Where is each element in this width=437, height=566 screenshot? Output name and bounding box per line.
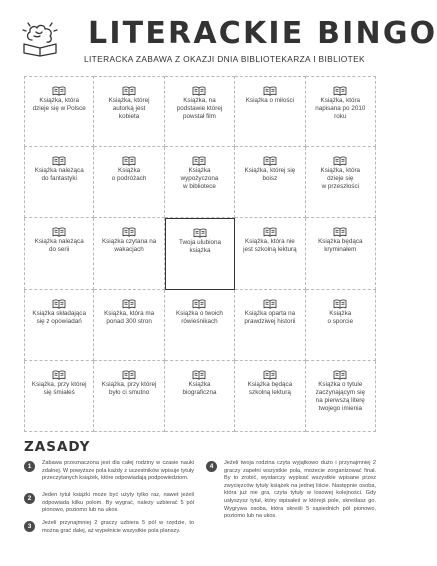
bingo-cell[interactable] <box>24 147 94 218</box>
bingo-cell[interactable] <box>306 218 376 289</box>
rule-number: 2 <box>24 493 35 504</box>
rule-item-1 <box>24 460 194 483</box>
open-book-icon <box>52 153 66 163</box>
bingo-cell[interactable] <box>165 361 235 432</box>
open-book-icon <box>122 296 136 306</box>
bingo-cell-label: Książka, na podstawie której powstał film <box>176 97 223 120</box>
open-book-icon <box>263 296 277 306</box>
bingo-cell-label: Książka będąca kryminałem <box>318 238 363 254</box>
open-book-icon <box>263 83 277 93</box>
open-book-icon <box>52 83 66 93</box>
rule-number: 3 <box>24 521 35 532</box>
rule-number: 1 <box>24 461 35 472</box>
bingo-cell[interactable] <box>165 76 235 147</box>
rule-text: Jeżeli przynajmniej 2 graczy uzbiera 5 pól w rzędzie, to można grać dalej, aż wypełnicie wszystkie pola planszy. <box>42 520 194 534</box>
rule-text: Jeden tytuł książki może być użyty tylko raz, nawet jeżeli odpowiada kilku polom. By wygrać, należy uzbierać 5 pól pionowo, poziomo lub na ukos. <box>42 492 194 514</box>
open-book-icon <box>193 225 207 235</box>
bingo-cell[interactable] <box>235 290 305 361</box>
bingo-cell[interactable] <box>94 147 164 218</box>
bingo-cell-label: Książka będąca szkolną lekturą <box>247 380 293 396</box>
bingo-cell-label: Książka, przy której się śmiałeś <box>31 380 87 396</box>
bingo-cell[interactable] <box>24 290 94 361</box>
open-book-icon <box>333 153 347 163</box>
rule-item-4 <box>206 460 376 521</box>
bingo-cell[interactable] <box>94 361 164 432</box>
bingo-cell[interactable] <box>94 290 164 361</box>
bingo-cell[interactable] <box>306 361 376 432</box>
open-book-icon <box>122 367 136 377</box>
bingo-cell-label: Książka o podróżach <box>111 167 147 183</box>
bingo-cell[interactable] <box>94 76 164 147</box>
bingo-cell-label: Książka oparta na prawdziwej historii <box>244 309 296 325</box>
bingo-cell[interactable] <box>24 361 94 432</box>
page-subtitle: LITERACKA ZABAWA Z OKAZJI DNIA BIBLIOTEKARZA I BIBLIOTEK <box>84 54 365 64</box>
bingo-cell[interactable] <box>24 76 94 147</box>
open-book-icon <box>192 153 206 163</box>
bingo-board <box>24 76 376 432</box>
bingo-cell-center[interactable] <box>165 218 235 289</box>
open-book-icon <box>122 224 136 234</box>
open-book-icon <box>333 83 347 93</box>
bingo-cell-label: Książka składająca się z opowiadań <box>32 309 86 325</box>
rule-number: 4 <box>206 461 217 472</box>
open-book-icon <box>333 296 347 306</box>
open-book-icon <box>192 83 206 93</box>
bingo-cell[interactable] <box>235 361 305 432</box>
bingo-cell[interactable] <box>235 76 305 147</box>
open-book-icon <box>263 153 277 163</box>
bingo-cell[interactable] <box>306 76 376 147</box>
bingo-cell-label: Książka o sporcie <box>327 309 354 325</box>
bingo-cell-label: Książka należąca do serii <box>34 238 84 254</box>
bingo-cell-label: Książka, która ma ponad 300 stron <box>104 309 155 325</box>
bingo-cell-label: Książka, która nie jest szkolną lekturą <box>243 238 297 254</box>
rule-item-3 <box>24 520 194 535</box>
open-book-icon <box>52 224 66 234</box>
bingo-cell-label: Książka należąca do fantastyki <box>34 167 84 183</box>
bingo-cell-label: Książka czytana na wakacjach <box>101 238 157 254</box>
open-book-icon <box>333 224 347 234</box>
bingo-cell-label: Książka, która dzieje się w przeszłości <box>320 167 361 191</box>
bingo-cell[interactable] <box>235 147 305 218</box>
rule-text: Zabawa przeznaczona jest dla całej rodziny w czasie nauki zdalnej. W powyższe pola każdy z uczestników wpisuje tytuły przeczytanych książek, które odpowiadają podpowiedziom. <box>42 460 194 482</box>
bingo-cell-label: Książka o tytule zaczynającym się na pierwszą literę twojego imienia <box>315 380 365 412</box>
open-book-icon <box>52 296 66 306</box>
bingo-cell-label: Książka biograficzna <box>182 380 217 396</box>
open-book-icon <box>122 83 136 93</box>
bingo-cell[interactable] <box>306 290 376 361</box>
bingo-cell-label: Książka, przy której było ci smutno <box>101 380 157 396</box>
bingo-cell-label: Twoja ulubiona książka <box>178 239 221 255</box>
bingo-cell-label: Książka o twoich rówieśnikach <box>176 309 223 325</box>
open-book-icon <box>333 367 347 377</box>
open-book-icon <box>263 224 277 234</box>
open-book-icon <box>192 367 206 377</box>
header <box>18 14 437 70</box>
page-title: LITERACKIE BINGO <box>88 16 437 51</box>
bingo-cell-label: Książka o miłości <box>245 97 295 104</box>
bingo-cell[interactable] <box>165 290 235 361</box>
bingo-cell[interactable] <box>94 218 164 289</box>
bingo-cell-label: Książka, której autorką jest kobieta <box>108 97 150 120</box>
rule-item-2 <box>24 492 194 515</box>
open-book-icon <box>263 367 277 377</box>
bingo-cell-label: Książka, której się boisz <box>244 167 296 183</box>
bingo-cell-label: Książka wypożyczona w bibliotece <box>180 167 219 191</box>
bingo-cell[interactable] <box>306 147 376 218</box>
bingo-cell-label: Książka, która napisana po 2010 roku <box>315 97 366 120</box>
rule-text: Jeżeli twoja rodzina czyta wyjątkowo dużo i przynajmniej 2 graczy zapełni wszystkie pola, możecie zorganizować finał. By to zrobić, wystarczy wypisać wszystkie wpisane przez zwycięzców tytuły książek na jednej liście. Następnie osoba, która już nie gra, czyta tytuły w losowej kolejności. Gdy usłyszysz tytuł, który wpisałeś w którejś pole, skreślasz go. Wygrywa osoba, która skreśli 5 sąsiednich pól pionowo, poziomo lub na ukos. <box>224 460 376 520</box>
bingo-cell[interactable] <box>165 147 235 218</box>
bingo-cell[interactable] <box>235 218 305 289</box>
brain-book-icon <box>22 22 58 56</box>
open-book-icon <box>192 296 206 306</box>
open-book-icon <box>52 367 66 377</box>
rules-title: ZASADY <box>24 439 91 455</box>
bingo-cell-label: Książka, która dzieje się w Polsce <box>32 97 86 112</box>
bingo-cell[interactable] <box>24 218 94 289</box>
open-book-icon <box>122 153 136 163</box>
